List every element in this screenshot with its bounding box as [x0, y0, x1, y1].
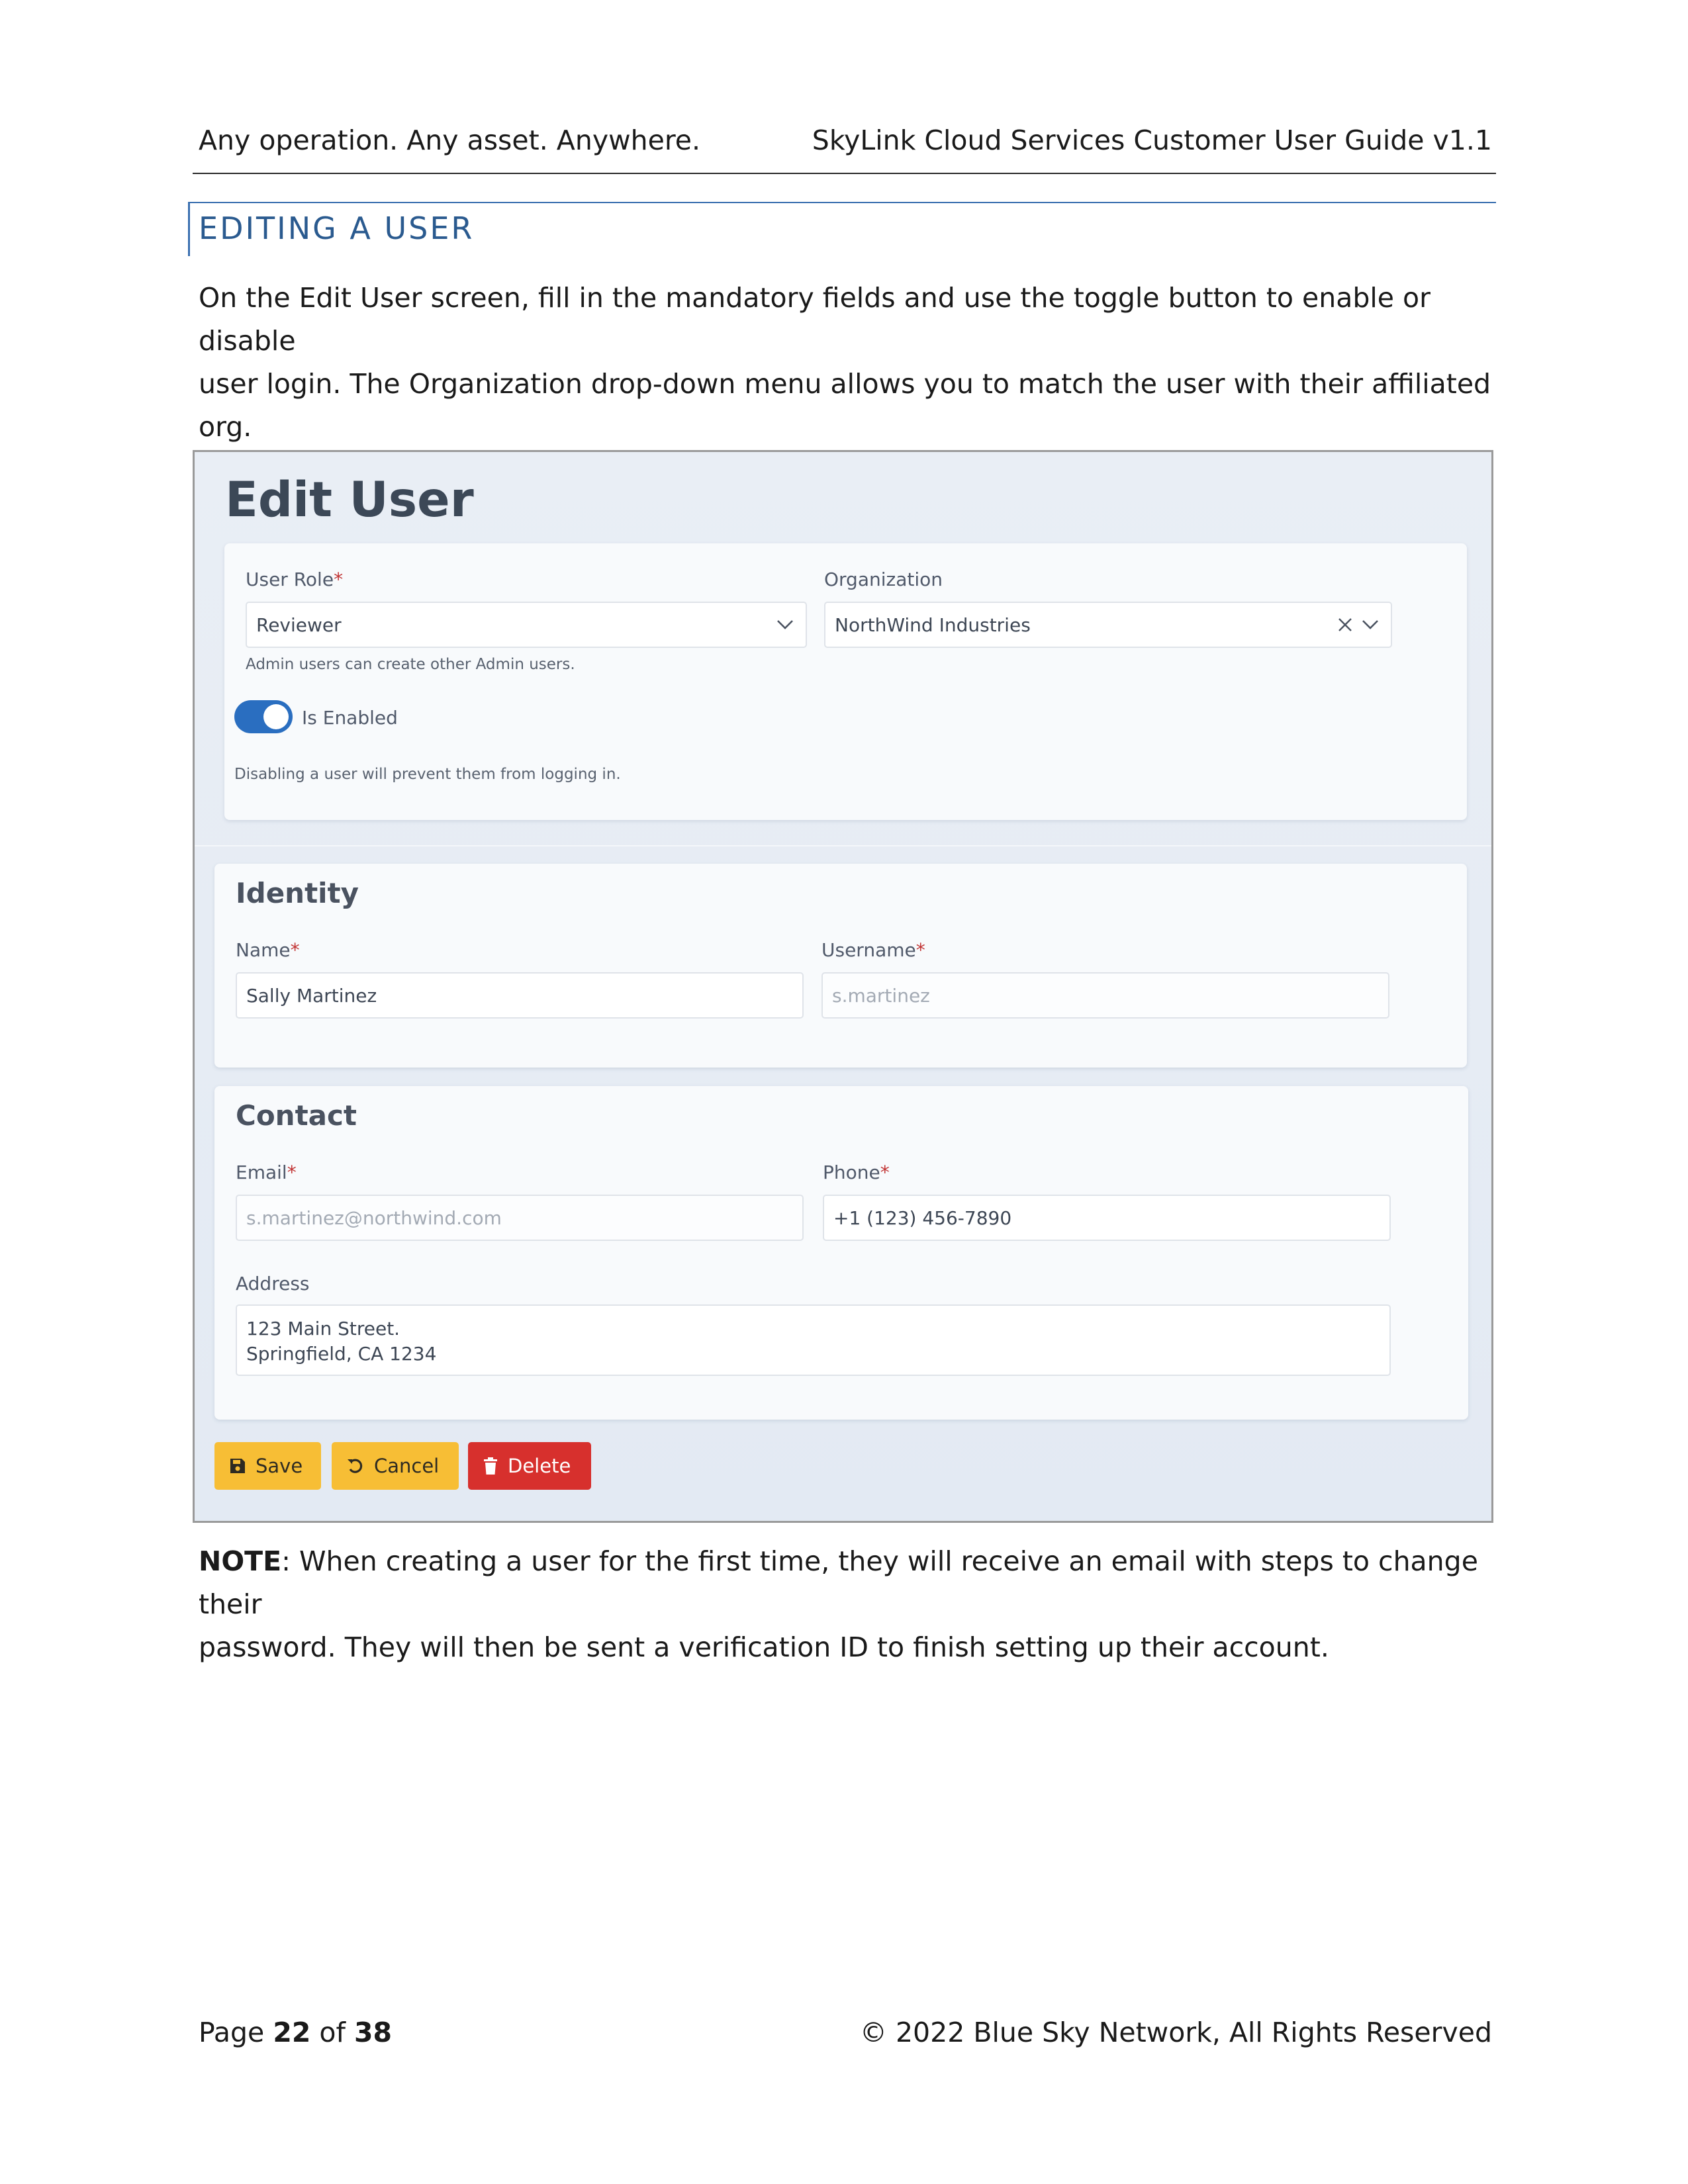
required-marker: * [334, 569, 344, 590]
contact-card [214, 1086, 1468, 1420]
name-label: Name* [236, 939, 300, 961]
user-role-value: Reviewer [256, 614, 342, 636]
name-value: Sally Martinez [246, 984, 377, 1007]
chevron-down-icon [774, 614, 796, 636]
username-label: Username* [821, 939, 925, 961]
save-button[interactable] [214, 1442, 321, 1490]
is-enabled-label: Is Enabled [302, 707, 398, 729]
section-side-bar [188, 202, 190, 256]
address-label: Address [236, 1273, 310, 1295]
section-title: EDITING A USER [199, 210, 475, 246]
chevron-down-icon [1359, 614, 1382, 636]
username-input [821, 972, 1389, 1019]
delete-label: Delete [508, 1455, 571, 1477]
section-divider [195, 845, 1491, 846]
address-line: 123 Main Street. [246, 1318, 400, 1340]
delete-button[interactable] [468, 1442, 591, 1490]
organization-select[interactable] [824, 602, 1392, 648]
is-enabled-toggle[interactable] [234, 700, 293, 733]
header-tagline: Any operation. Any asset. Anywhere. [199, 124, 701, 156]
address-textarea[interactable] [236, 1304, 1391, 1376]
phone-value: +1 (123) 456-7890 [833, 1206, 1012, 1229]
page-number: Page 22 of 38 [199, 2017, 393, 2048]
intro-line: user login. The Organization drop-down menu allows you to match the user with their affiliated org. [199, 368, 1491, 443]
cancel-label: Cancel [374, 1455, 440, 1477]
identity-card [214, 864, 1467, 1068]
toggle-knob [263, 704, 289, 729]
is-enabled-hint: Disabling a user will prevent them from logging in. [234, 766, 621, 783]
email-value: s.martinez@northwind.com [246, 1206, 502, 1229]
access-card [224, 543, 1467, 820]
name-input[interactable] [236, 972, 804, 1019]
intro-line: On the Edit User screen, fill in the mandatory fields and use the toggle button to enable or disable [199, 282, 1430, 357]
section-top-rule [188, 202, 1496, 203]
contact-heading: Contact [236, 1099, 357, 1132]
email-input [236, 1195, 804, 1241]
required-marker: * [290, 939, 300, 961]
username-value: s.martinez [832, 984, 930, 1007]
edit-user-screenshot [193, 450, 1493, 1523]
note-line: password. They will then be sent a verification ID to finish setting up their account. [199, 1631, 1329, 1663]
identity-heading: Identity [236, 877, 359, 909]
copyright: © 2022 Blue Sky Network, All Rights Reserved [859, 2017, 1492, 2048]
address-line: Springfield, CA 1234 [246, 1343, 437, 1365]
undo-icon [346, 1457, 365, 1475]
user-role-select[interactable] [246, 602, 807, 648]
required-marker: * [880, 1161, 890, 1183]
header-doc-title: SkyLink Cloud Services Customer User Guide v1.1 [812, 124, 1492, 156]
header-divider [193, 173, 1496, 174]
cancel-button[interactable] [332, 1442, 459, 1490]
phone-input[interactable] [823, 1195, 1391, 1241]
save-label: Save [256, 1455, 303, 1477]
user-role-label: User Role* [246, 569, 344, 590]
clear-icon[interactable] [1334, 614, 1356, 636]
organization-label: Organization [824, 569, 943, 590]
required-marker: * [915, 939, 925, 961]
page-title: Edit User [225, 472, 474, 528]
email-label: Email* [236, 1161, 297, 1183]
trash-icon [483, 1457, 498, 1475]
note-line: NOTE: When creating a user for the first time, they will receive an email with steps to change their [199, 1545, 1478, 1620]
note-paragraph [199, 1540, 1496, 1669]
organization-value: NorthWind Industries [835, 614, 1031, 636]
required-marker: * [287, 1161, 297, 1183]
user-role-hint: Admin users can create other Admin users. [246, 656, 575, 673]
floppy-disk-icon [229, 1457, 246, 1475]
phone-label: Phone* [823, 1161, 890, 1183]
note-label: NOTE [199, 1545, 282, 1577]
